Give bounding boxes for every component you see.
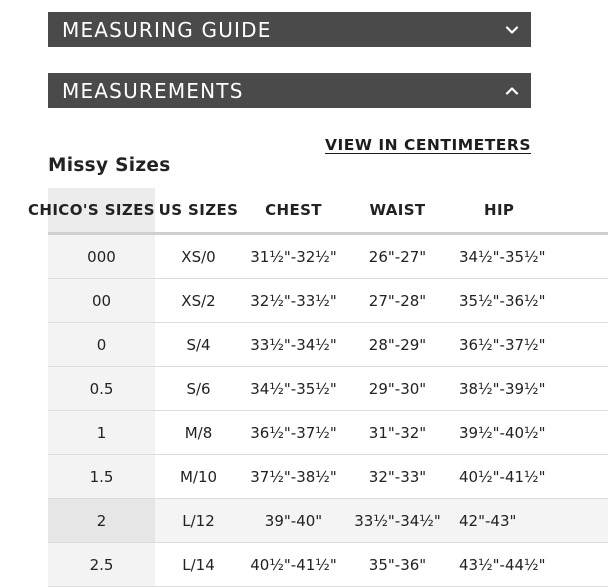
cell-us-size: L/12	[155, 499, 242, 543]
cell-us-size: L/14	[155, 543, 242, 587]
measuring-guide-accordion[interactable]	[48, 12, 531, 47]
cell-chicos-size: 00	[48, 279, 155, 323]
table-header-row	[48, 188, 608, 234]
size-chart-table-container[interactable]	[27, 188, 546, 580]
cell-hip: 38½"-39½"	[450, 367, 608, 411]
cell-waist: 28"-29"	[345, 323, 450, 367]
cell-chest: 34½"-35½"	[242, 367, 345, 411]
cell-waist: 27"-28"	[345, 279, 450, 323]
table-row	[48, 279, 608, 323]
cell-waist: 33½"-34½"	[345, 499, 450, 543]
measurements-accordion[interactable]	[48, 73, 531, 108]
cell-hip: 42"-43"	[450, 499, 608, 543]
cell-chest: 39"-40"	[242, 499, 345, 543]
cell-chest: 36½"-37½"	[242, 411, 345, 455]
cell-hip: 36½"-37½"	[450, 323, 608, 367]
header-waist: WAIST	[345, 188, 450, 234]
cell-waist: 31"-32"	[345, 411, 450, 455]
table-row	[48, 234, 608, 279]
size-chart-table	[27, 188, 608, 587]
measuring-guide-label: MEASURING GUIDE	[62, 17, 272, 42]
chevron-up-icon	[505, 84, 519, 98]
view-in-centimeters-link[interactable]: VIEW IN CENTIMETERS	[324, 136, 531, 154]
cell-chicos-size: 1.5	[48, 455, 155, 499]
section-title: Missy Sizes	[48, 155, 171, 176]
cell-hip: 35½"-36½"	[450, 279, 608, 323]
header-chicos-sizes: CHICO'S SIZES	[48, 188, 155, 234]
cell-us-size: XS/0	[155, 234, 242, 279]
cell-chicos-size: 0	[48, 323, 155, 367]
table-row	[48, 455, 608, 499]
table-row	[48, 543, 608, 587]
header-hip: HIP	[450, 188, 608, 234]
cell-waist: 26"-27"	[345, 234, 450, 279]
cell-waist: 32"-33"	[345, 455, 450, 499]
cell-chicos-size: 1	[48, 411, 155, 455]
table-row	[48, 411, 608, 455]
cell-chicos-size: 2.5	[48, 543, 155, 587]
cell-chicos-size: 000	[48, 234, 155, 279]
cell-waist: 29"-30"	[345, 367, 450, 411]
cell-us-size: M/8	[155, 411, 242, 455]
table-row	[48, 323, 608, 367]
cell-hip: 40½"-41½"	[450, 455, 608, 499]
cell-us-size: M/10	[155, 455, 242, 499]
cell-chicos-size: 2	[48, 499, 155, 543]
cell-chest: 40½"-41½"	[242, 543, 345, 587]
cell-chicos-size: 0.5	[48, 367, 155, 411]
cell-us-size: S/4	[155, 323, 242, 367]
cell-chest: 37½"-38½"	[242, 455, 345, 499]
cell-chest: 31½"-32½"	[242, 234, 345, 279]
chevron-down-icon	[505, 23, 519, 37]
cell-hip: 34½"-35½"	[450, 234, 608, 279]
table-row	[48, 367, 608, 411]
header-us-sizes: US SIZES	[155, 188, 242, 234]
cell-us-size: S/6	[155, 367, 242, 411]
cell-waist: 35"-36"	[345, 543, 450, 587]
header-chest: CHEST	[242, 188, 345, 234]
cell-us-size: XS/2	[155, 279, 242, 323]
cell-chest: 33½"-34½"	[242, 323, 345, 367]
cell-hip: 43½"-44½"	[450, 543, 608, 587]
cell-chest: 32½"-33½"	[242, 279, 345, 323]
cell-hip: 39½"-40½"	[450, 411, 608, 455]
measurements-label: MEASUREMENTS	[62, 78, 244, 103]
table-row	[48, 499, 608, 543]
